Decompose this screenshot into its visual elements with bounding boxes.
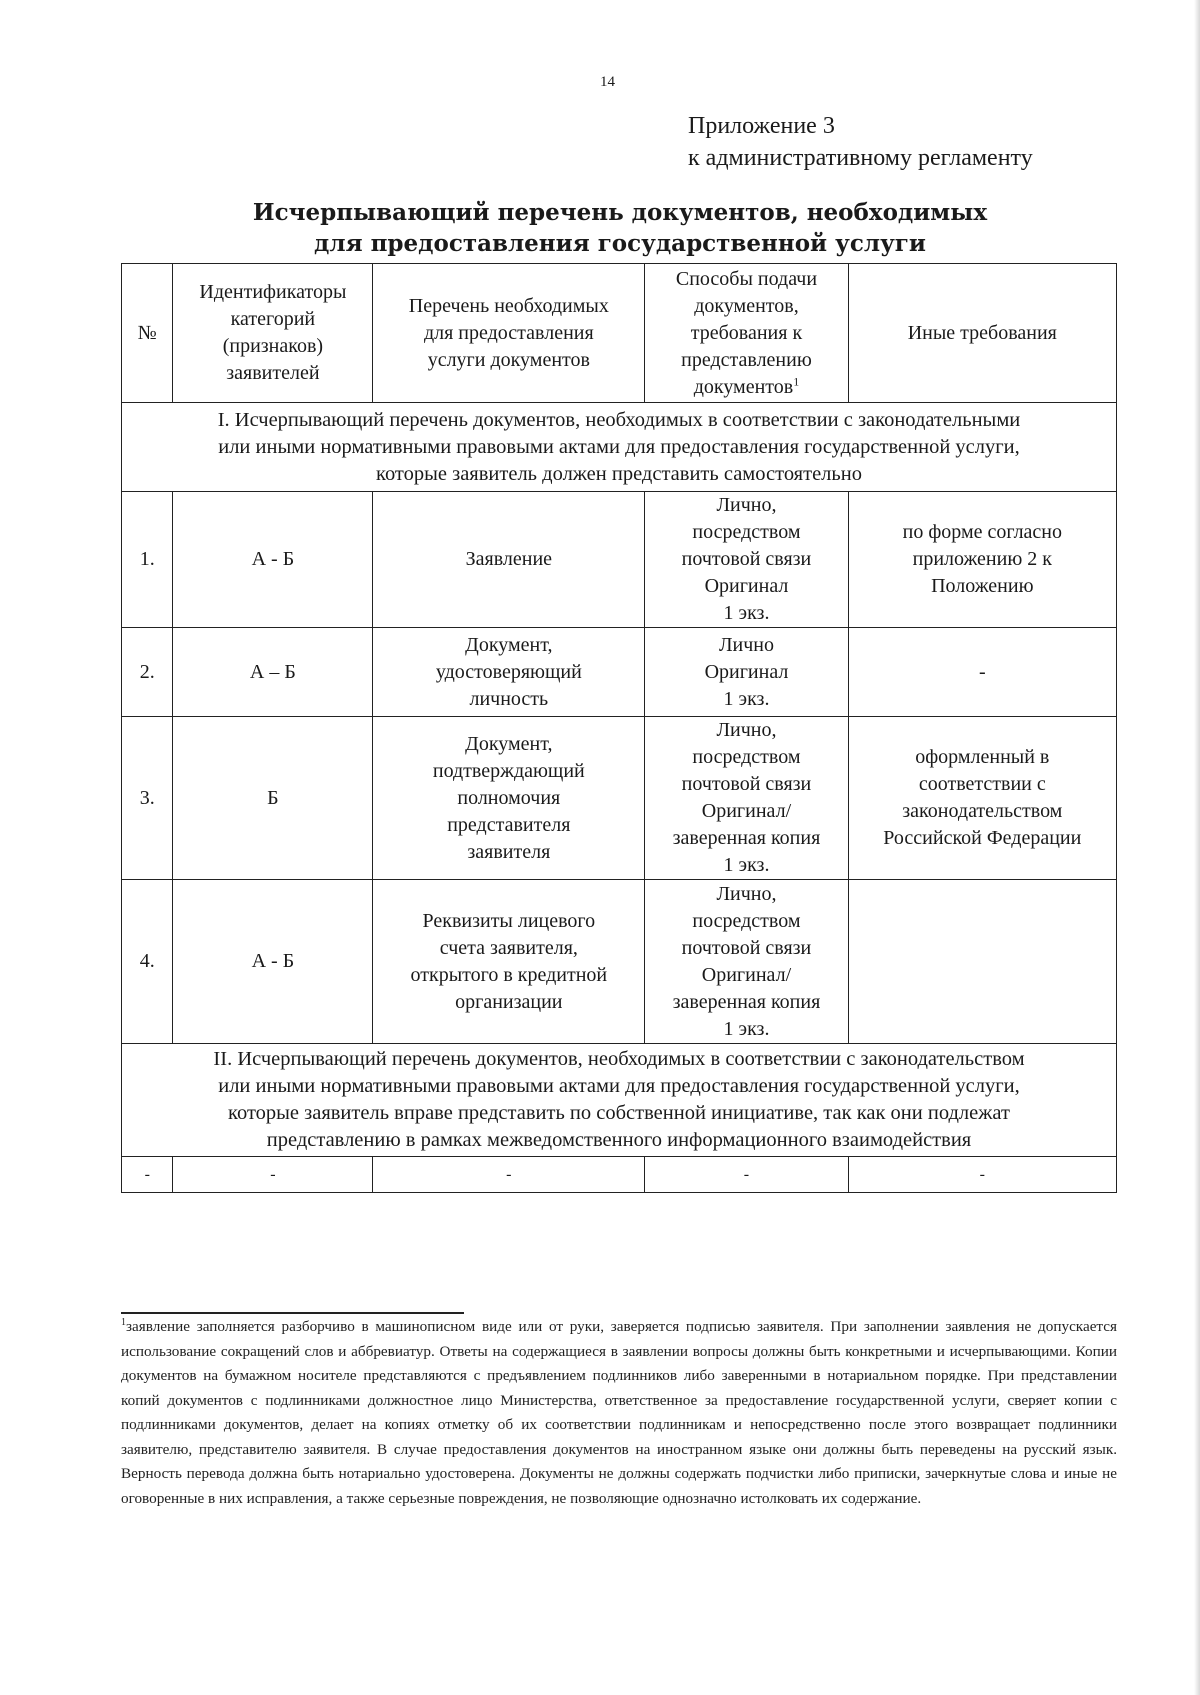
row-document (373, 492, 645, 628)
text-line: Идентификаторы (199, 281, 347, 303)
appendix-line-2: к административному регламенту (688, 145, 1033, 171)
text-line: Лично, (716, 494, 777, 516)
text-line: законодательством (902, 800, 1063, 822)
appendix-reference (688, 110, 1033, 174)
text-line: (признаков) (222, 335, 324, 357)
text-line: Документ, (465, 732, 553, 755)
text-line: почтовой связи (681, 936, 812, 959)
text-line: представлению в рамках межведомственного информационного взаимодействия (266, 1129, 972, 1151)
table-row (122, 628, 1117, 717)
page-number: 14 (600, 74, 615, 90)
header-methods-text (651, 266, 841, 401)
row-category (173, 880, 373, 1044)
row-other-requirements (848, 492, 1116, 628)
row-number: 2. (122, 628, 173, 717)
empty-cell: - (122, 1157, 173, 1193)
section-1-heading (122, 403, 1117, 492)
text-line: приложению 2 к (912, 548, 1052, 570)
section-2-row (122, 1044, 1117, 1157)
row-methods (645, 492, 848, 628)
empty-cell: - (848, 1157, 1116, 1193)
footnote-separator (121, 1312, 464, 1314)
text-line: 1 экз. (723, 854, 770, 876)
text-line: документов, (694, 294, 799, 317)
text-line: для предоставления (423, 321, 594, 344)
footnote (121, 1315, 1117, 1511)
text-line: А - Б (251, 548, 295, 570)
footnote-mark: 1 (121, 1316, 126, 1328)
text-line: Российской Федерации (883, 827, 1082, 849)
text-line: Реквизиты лицевого (422, 909, 596, 932)
text-line: личность (469, 687, 549, 710)
row-methods (645, 717, 848, 880)
empty-cell: - (373, 1157, 645, 1193)
text-line: или иными нормативными правовыми актами для предоставления государственной услуги, (218, 435, 1020, 458)
text-line: Оригинал (704, 575, 789, 597)
text-line: А – Б (249, 660, 296, 683)
text-line: категорий (230, 308, 316, 330)
row-document (373, 880, 645, 1044)
text-line: посредством (692, 521, 801, 543)
text-line: открытого в кредитной (410, 963, 608, 986)
section-1-row (122, 403, 1117, 492)
text-line: А - Б (251, 950, 295, 972)
text-line: заверенная копия (672, 990, 821, 1013)
text-line: Способы подачи (675, 267, 818, 290)
text-line: почтовой связи (681, 773, 812, 795)
row-number: 4. (122, 880, 173, 1044)
table-row (122, 880, 1117, 1044)
text-line: оформленный в (915, 746, 1050, 768)
header-number: № (122, 264, 173, 403)
text-line: Лично (718, 633, 774, 656)
text-line: организации (455, 990, 563, 1013)
text-line: заявителя (467, 840, 551, 863)
text-line: Лично, (716, 719, 777, 741)
text-line: удостоверяющий (435, 660, 582, 683)
row-other-requirements (848, 717, 1116, 880)
appendix-line-1: Приложение 3 (688, 113, 835, 139)
text-line: Заявление (465, 548, 553, 570)
text-line: представителя (447, 813, 571, 836)
row-other-requirements (848, 628, 1116, 717)
text-line: документов (693, 375, 794, 398)
text-line: Оригинал/ (701, 800, 792, 822)
page-edge-shadow (1194, 0, 1200, 1695)
text-line: посредством (692, 909, 801, 932)
text-line: подтверждающий (432, 759, 585, 782)
text-line: - (978, 660, 986, 683)
row-methods (645, 880, 848, 1044)
table-row-empty (122, 1157, 1117, 1193)
footnote-reference-mark: 1 (793, 373, 800, 388)
row-category (173, 628, 373, 717)
row-category (173, 492, 373, 628)
section-2-heading (122, 1044, 1117, 1157)
table-header-row (122, 264, 1117, 403)
text-line: 1 экз. (723, 687, 770, 710)
text-line: или иными нормативными правовыми актами для предоставления государственной услуги, (218, 1075, 1020, 1097)
row-document (373, 628, 645, 717)
text-line: Б (267, 786, 279, 809)
text-line: 1 экз. (723, 1017, 770, 1040)
text-line: посредством (692, 746, 801, 768)
text-line: услуги документов (427, 348, 590, 371)
text-line: Оригинал/ (701, 963, 792, 986)
text-line: полномочия (457, 786, 561, 809)
text-line: заверенная копия (672, 827, 821, 849)
text-line: Лично, (716, 882, 777, 905)
row-methods (645, 628, 848, 717)
table-row (122, 717, 1117, 880)
row-other-requirements (848, 880, 1116, 1044)
text-line: соответствии с (918, 773, 1046, 795)
text-line: заявителей (226, 362, 320, 384)
text-line: по форме согласно (902, 521, 1063, 543)
text-line: счета заявителя, (439, 936, 578, 959)
text-line: II. Исчерпывающий перечень документов, необходимых в соответствии с законодательством (213, 1048, 1025, 1070)
text-line: которые заявитель должен представить самостоятельно (376, 462, 862, 485)
text-line: представлению (681, 348, 812, 371)
header-methods (645, 264, 848, 403)
header-other-requirements (848, 264, 1116, 403)
empty-cell: - (645, 1157, 848, 1193)
row-document (373, 717, 645, 880)
document-title-line-2: для предоставления государственной услуги (314, 230, 926, 257)
row-number: 1. (122, 492, 173, 628)
text-line: Перечень необходимых (408, 294, 609, 317)
table-row (122, 492, 1117, 628)
document-title-line-1: Исчерпывающий перечень документов, необходимых (252, 199, 988, 226)
text-line: Положению (931, 575, 1034, 597)
text-line: Оригинал (704, 660, 789, 683)
header-identifiers (173, 264, 373, 403)
text-line: 1 экз. (723, 602, 770, 624)
text-line: Иные требования (907, 321, 1057, 344)
row-number: 3. (122, 717, 173, 880)
text-line: Документ, (465, 633, 553, 656)
text-line: которые заявитель вправе представить по собственной инициативе, так как они подлежат (228, 1102, 1010, 1124)
row-category (173, 717, 373, 880)
footnote-text: заявление заполняется разборчиво в машинописном виде или от руки, заверяется подписью заявителя. При заполнении заявления не допускается использование сокращений слов и аббревиатур. Ответы на содержащиеся в заявлении вопросы должны быть конкретными и исчерпывающими. Копии документов на бумажном носителе представляются с предъявлением подлинников либо заверенными в нотариальном порядке. При представлении копий документов с подлинниками должностное лицо Министерства, ответственное за предоставление государственной услуги, сверяет копии с подлинниками документов, делает на копиях отметку об их соответствии подлинникам и непосредственно после этого возвращает подлинники заявителю, представителю заявителя. В случае предоставления документов на иностранном языке они должны быть переведены на русский язык. Верность перевода должна быть нотариально удостоверена. Документы не должны содержать подчистки либо приписки, зачеркнутые слова и иные не оговоренные в них исправления, а также серьезные повреждения, не позволяющие однозначно истолковать их содержание. (121, 1318, 1117, 1507)
header-documents (373, 264, 645, 403)
documents-table (121, 263, 1117, 1193)
text-line: I. Исчерпывающий перечень документов, необходимых в соответствии с законодательными (217, 408, 1021, 431)
header-methods-last-line (651, 374, 841, 401)
empty-cell: - (173, 1157, 373, 1193)
text-line: требования к (690, 321, 803, 344)
document-title (120, 197, 1120, 259)
text-line: почтовой связи (681, 548, 812, 570)
